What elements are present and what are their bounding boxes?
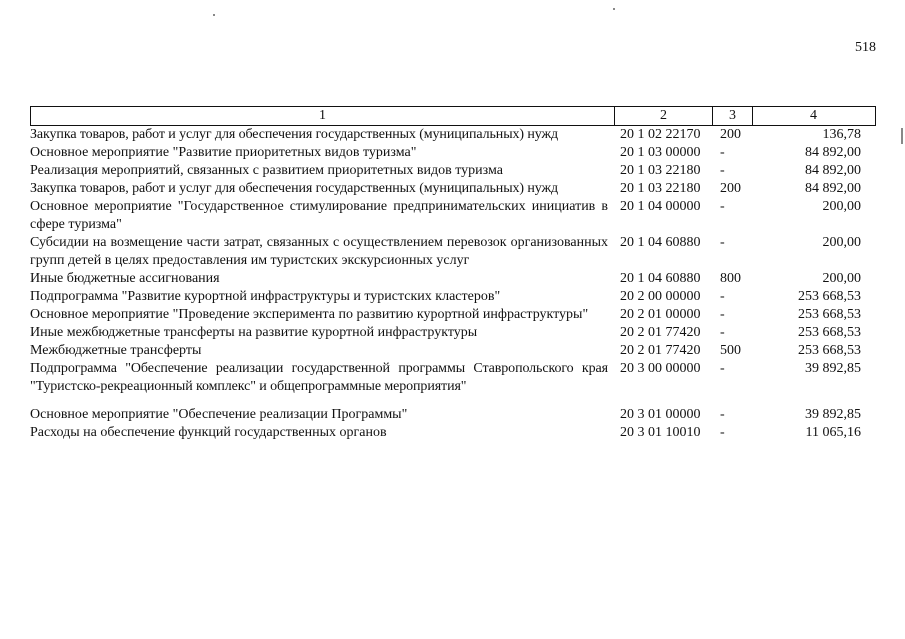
row-type: 200 bbox=[720, 127, 741, 142]
row-code: 20 2 01 00000 bbox=[620, 307, 701, 322]
row-name: Расходы на обеспечение функций государственных органов bbox=[30, 425, 387, 440]
row-type: - bbox=[720, 425, 725, 440]
row-code: 20 2 01 77420 bbox=[620, 343, 701, 358]
row-type: 200 bbox=[720, 181, 741, 196]
row-type: - bbox=[720, 361, 725, 376]
row-name: Основное мероприятие "Проведение эксперимента по развитию курортной инфраструктуры" bbox=[30, 307, 589, 322]
row-type: - bbox=[720, 163, 725, 178]
header-col-2: 2 bbox=[615, 107, 713, 125]
row-name: Реализация мероприятий, связанных с развитием приоритетных видов туризма bbox=[30, 163, 503, 178]
scan-dot bbox=[213, 14, 215, 16]
row-amount: 200,00 bbox=[822, 235, 861, 250]
header-col-3: 3 bbox=[713, 107, 753, 125]
table-row bbox=[30, 306, 876, 324]
row-name: Субсидии на возмещение части затрат, связанных с осуществлением перевозок организованных групп детей в целях предоставления им туристских экскурсионных услуг bbox=[30, 235, 608, 268]
table-row bbox=[30, 288, 876, 306]
row-amount: 253 668,53 bbox=[798, 307, 861, 322]
row-code: 20 1 03 22180 bbox=[620, 181, 701, 196]
row-name: Основное мероприятие "Обеспечение реализации Программы" bbox=[30, 407, 408, 422]
row-amount: 84 892,00 bbox=[805, 145, 861, 160]
table-row bbox=[30, 342, 876, 360]
row-amount: 84 892,00 bbox=[805, 163, 861, 178]
row-name: Подпрограмма "Обеспечение реализации государственной программы Ставропольского края "Туристско-рекреационный комплекс" и общепрограммные мероприятия" bbox=[30, 361, 608, 394]
table-row bbox=[30, 180, 876, 198]
table-row bbox=[30, 270, 876, 288]
row-code: 20 2 01 77420 bbox=[620, 325, 701, 340]
row-type: 800 bbox=[720, 271, 741, 286]
row-amount: 39 892,85 bbox=[805, 407, 861, 422]
row-name: Основное мероприятие "Развитие приоритетных видов туризма" bbox=[30, 145, 417, 160]
row-type: - bbox=[720, 199, 725, 214]
scan-edge-mark bbox=[901, 128, 903, 144]
row-amount: 39 892,85 bbox=[805, 361, 861, 376]
row-code: 20 1 04 00000 bbox=[620, 199, 701, 214]
row-amount: 253 668,53 bbox=[798, 289, 861, 304]
row-type: 500 bbox=[720, 343, 741, 358]
row-code: 20 3 01 00000 bbox=[620, 407, 701, 422]
table-row bbox=[30, 198, 876, 234]
row-name: Закупка товаров, работ и услуг для обеспечения государственных (муниципальных) нужд bbox=[30, 127, 559, 142]
table-row bbox=[30, 360, 876, 396]
row-type: - bbox=[720, 325, 725, 340]
row-name: Подпрограмма "Развитие курортной инфраструктуры и туристских кластеров" bbox=[30, 289, 501, 304]
row-amount: 84 892,00 bbox=[805, 181, 861, 196]
row-amount: 11 065,16 bbox=[805, 425, 861, 440]
row-type: - bbox=[720, 307, 725, 322]
row-amount: 200,00 bbox=[822, 271, 861, 286]
header-col-4: 4 bbox=[810, 108, 817, 123]
row-code: 20 2 00 00000 bbox=[620, 289, 701, 304]
row-amount: 253 668,53 bbox=[798, 325, 861, 340]
row-code: 20 1 03 00000 bbox=[620, 145, 701, 160]
row-name: Иные межбюджетные трансферты на развитие курортной инфраструктуры bbox=[30, 325, 478, 340]
row-amount: 136,78 bbox=[822, 127, 861, 142]
row-code: 20 1 03 22180 bbox=[620, 163, 701, 178]
row-code: 20 3 00 00000 bbox=[620, 361, 701, 376]
budget-table bbox=[30, 106, 876, 442]
row-code: 20 1 02 22170 bbox=[620, 127, 701, 142]
row-code: 20 3 01 10010 bbox=[620, 425, 701, 440]
row-type: - bbox=[720, 407, 725, 422]
row-type: - bbox=[720, 145, 725, 160]
row-name: Закупка товаров, работ и услуг для обеспечения государственных (муниципальных) нужд bbox=[30, 181, 559, 196]
table-row bbox=[30, 126, 876, 144]
row-name: Межбюджетные трансферты bbox=[30, 343, 202, 358]
header-col-1: 1 bbox=[31, 107, 615, 125]
table-row bbox=[30, 324, 876, 342]
table-row bbox=[30, 234, 876, 270]
row-spacer bbox=[30, 396, 876, 406]
row-name: Иные бюджетные ассигнования bbox=[30, 271, 220, 286]
row-code: 20 1 04 60880 bbox=[620, 271, 701, 286]
table-header bbox=[30, 106, 876, 126]
row-amount: 200,00 bbox=[822, 199, 861, 214]
table-row bbox=[30, 162, 876, 180]
row-name: Основное мероприятие "Государственное стимулирование предпринимательских инициатив в сфере туризма" bbox=[30, 199, 608, 232]
table-row bbox=[30, 424, 876, 442]
table-row bbox=[30, 406, 876, 424]
page-number: 518 bbox=[855, 40, 876, 55]
scan-dot bbox=[613, 8, 615, 10]
table-row bbox=[30, 144, 876, 162]
row-code: 20 1 04 60880 bbox=[620, 235, 701, 250]
row-amount: 253 668,53 bbox=[798, 343, 861, 358]
row-type: - bbox=[720, 289, 725, 304]
row-type: - bbox=[720, 235, 725, 250]
